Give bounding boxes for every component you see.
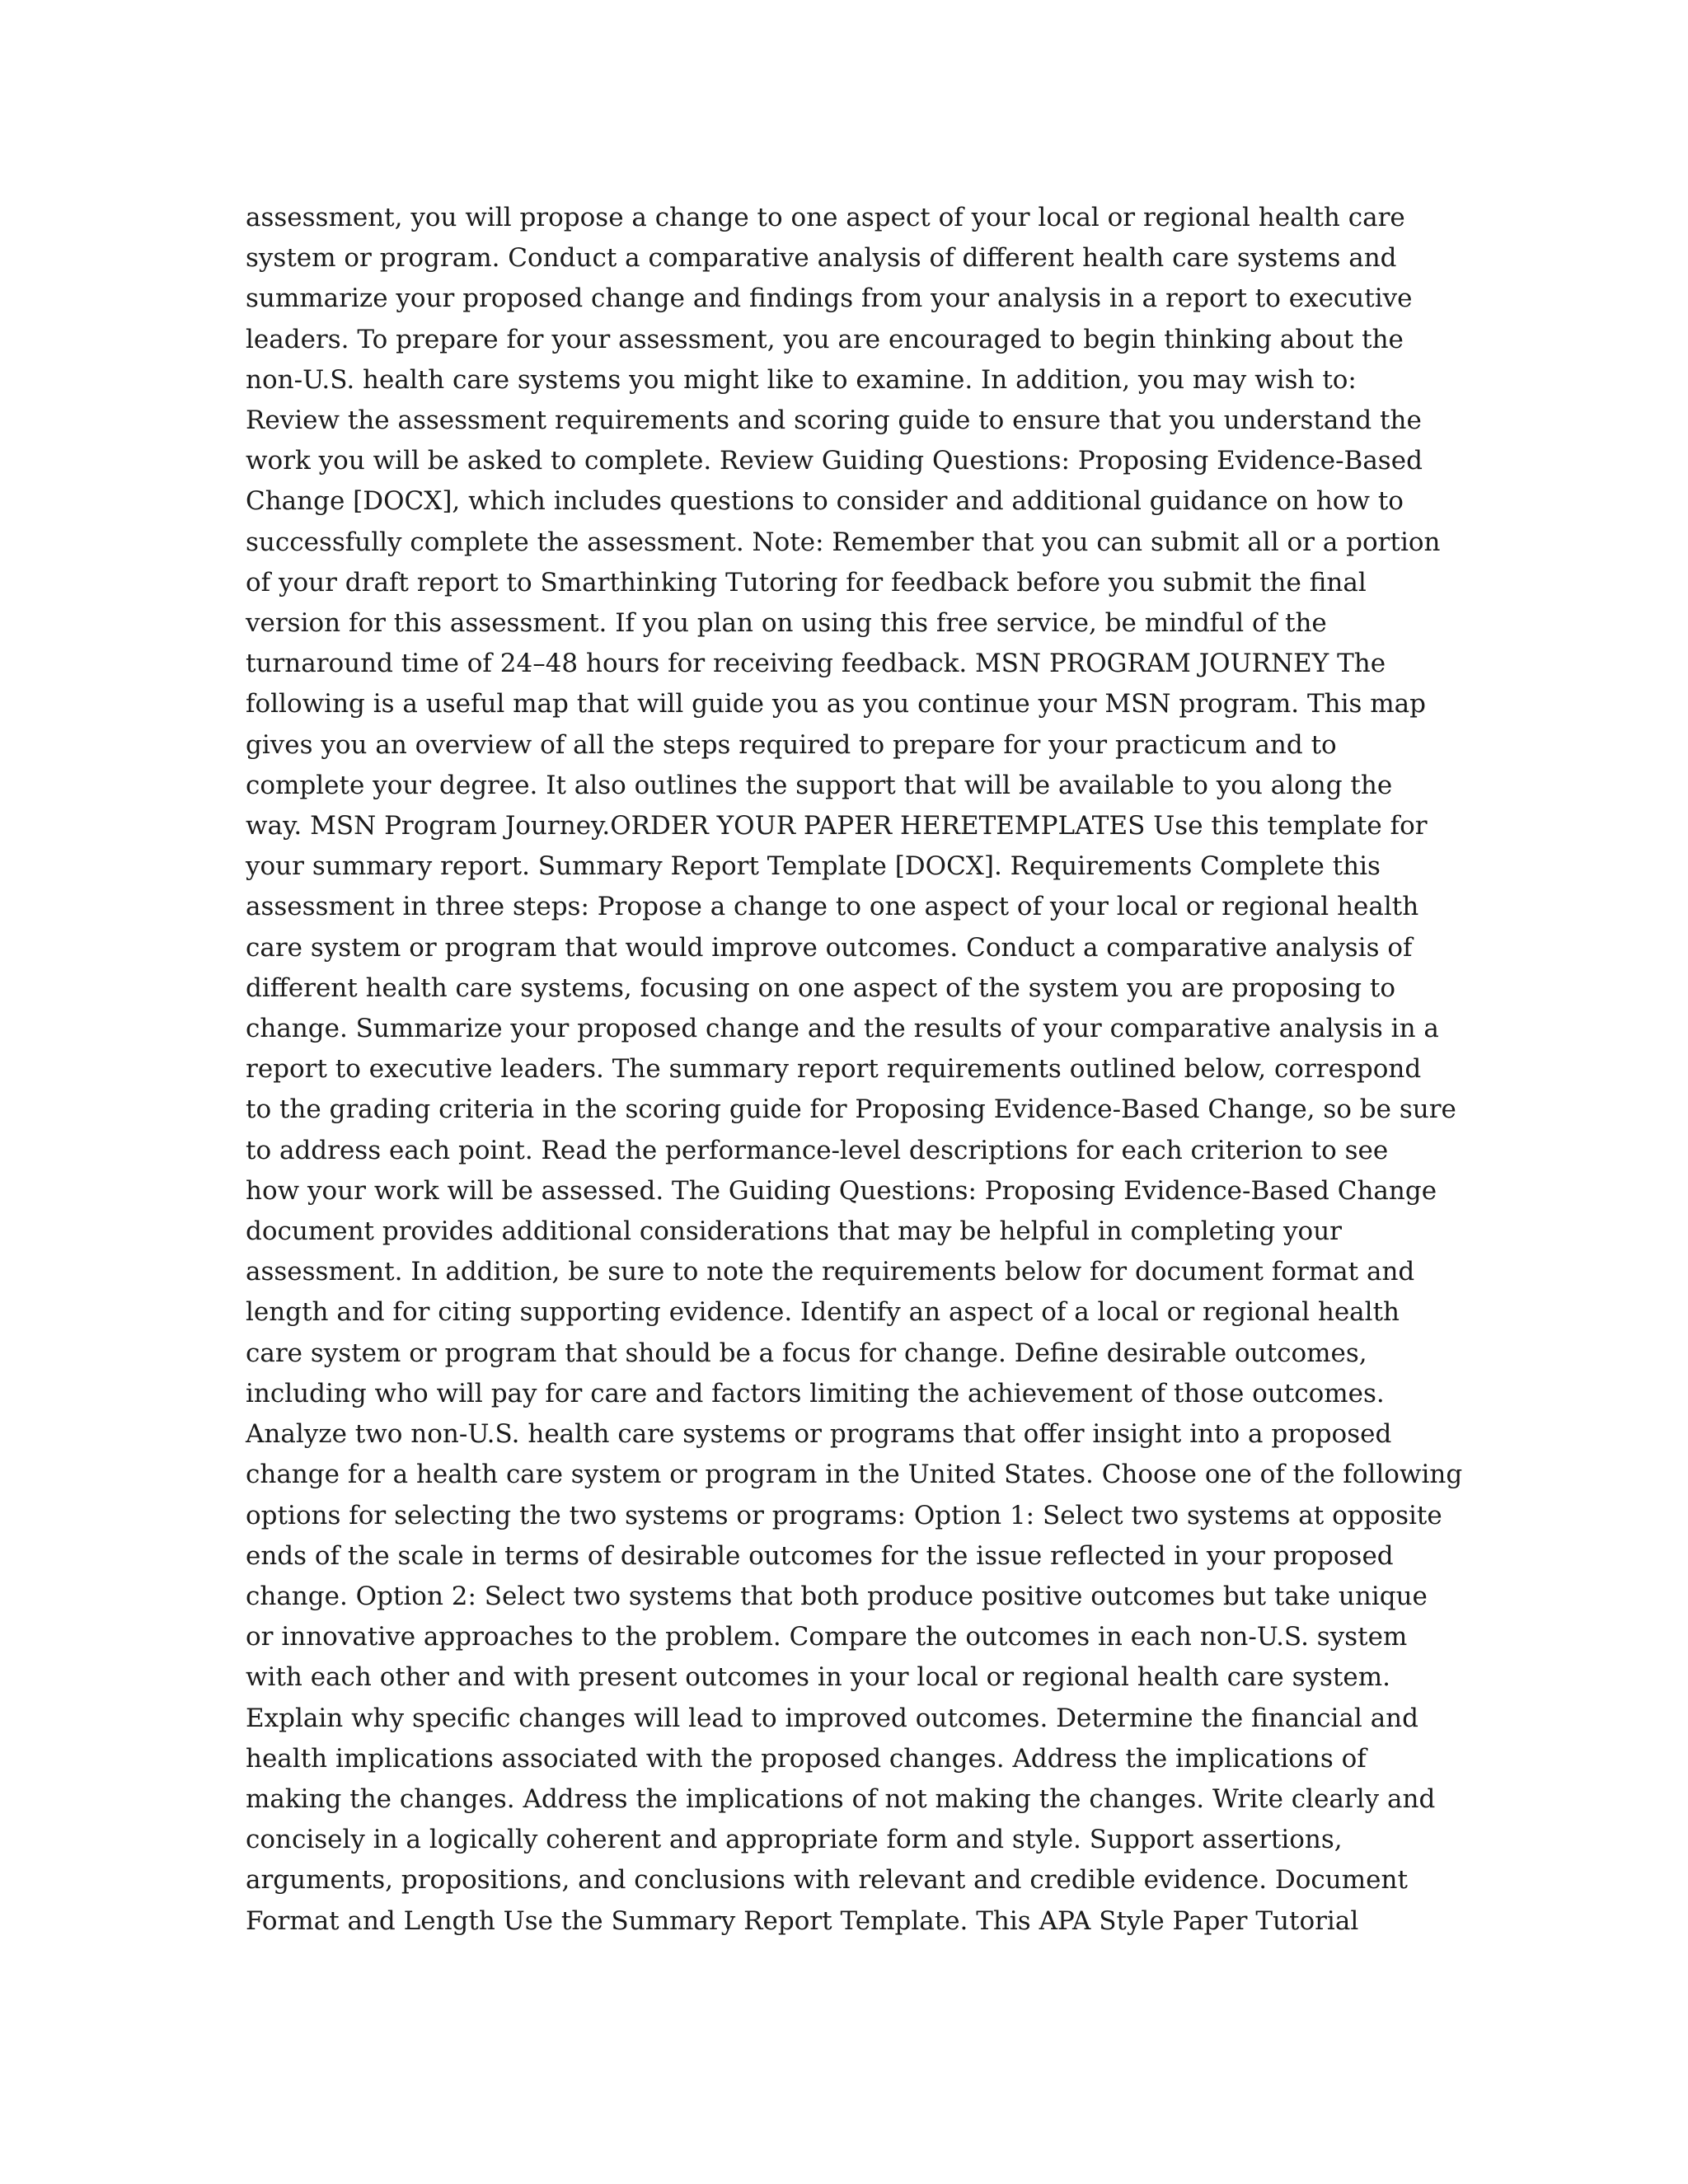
text-line: arguments, propositions, and conclusions with relevant and credible evidence. Document: [246, 1865, 1408, 1896]
text-line: assessment in three steps: Propose a change to one aspect of your local or regional health: [246, 892, 1419, 922]
text-line: care system or program that should be a focus for change. Define desirable outcomes,: [246, 1338, 1367, 1368]
text-line: care system or program that would improve outcomes. Conduct a comparative analysis of: [246, 932, 1413, 963]
text-line: ends of the scale in terms of desirable outcomes for the issue reflected in your proposed: [246, 1540, 1394, 1571]
text-line: your summary report. Summary Report Template [DOCX]. Requirements Complete this: [246, 851, 1381, 882]
text-line: length and for citing supporting evidence. Identify an aspect of a local or regional health: [246, 1297, 1400, 1328]
text-line: Format and Length Use the Summary Report Template. This APA Style Paper Tutorial: [246, 1905, 1359, 1936]
text-line: to address each point. Read the performance-level descriptions for each criterion to see: [246, 1135, 1389, 1165]
text-line: system or program. Conduct a comparative analysis of different health care systems and: [246, 243, 1397, 274]
text-line: health implications associated with the proposed changes. Address the implications of: [246, 1743, 1367, 1774]
body-text: [246, 198, 1465, 1942]
text-line: including who will pay for care and factors limiting the achievement of those outcomes.: [246, 1378, 1385, 1408]
text-line: way. MSN Program Journey.ORDER YOUR PAPER HERETEMPLATES Use this template for: [246, 811, 1428, 841]
text-line: Review the assessment requirements and scoring guide to ensure that you understand the: [246, 405, 1422, 436]
text-line: of your draft report to Smarthinking Tutoring for feedback before you submit the final: [246, 567, 1367, 598]
text-line: options for selecting the two systems or programs: Option 1: Select two systems at opposite: [246, 1500, 1442, 1530]
text-line: successfully complete the assessment. Note: Remember that you can submit all or a portion: [246, 527, 1441, 557]
text-line: change. Option 2: Select two systems that both produce positive outcomes but take unique: [246, 1581, 1428, 1611]
text-line: gives you an overview of all the steps required to prepare for your practicum and to: [246, 729, 1337, 760]
text-line: change for a health care system or program in the United States. Choose one of the following: [246, 1460, 1463, 1490]
text-line: Analyze two non-U.S. health care systems or programs that offer insight into a proposed: [246, 1419, 1392, 1450]
text-line: Explain why specific changes will lead to improved outcomes. Determine the financial and: [246, 1703, 1418, 1733]
text-line: how your work will be assessed. The Guiding Questions: Proposing Evidence-Based Change: [246, 1175, 1437, 1206]
text-line: assessment, you will propose a change to one aspect of your local or regional health care: [246, 203, 1405, 232]
text-line: or innovative approaches to the problem. Compare the outcomes in each non-U.S. system: [246, 1622, 1408, 1652]
text-line: document provides additional considerations that may be helpful in completing your: [246, 1216, 1343, 1247]
text-line: different health care systems, focusing on one aspect of the system you are proposing to: [246, 972, 1396, 1003]
text-line: assessment. In addition, be sure to note the requirements below for document format and: [246, 1257, 1415, 1287]
text-line: change. Summarize your proposed change and the results of your comparative analysis in a: [246, 1014, 1439, 1044]
text-line: version for this assessment. If you plan on using this free service, be mindful of the: [246, 608, 1327, 639]
text-line: leaders. To prepare for your assessment, you are encouraged to begin thinking about the: [246, 324, 1404, 354]
text-line: to the grading criteria in the scoring guide for Proposing Evidence-Based Change, so be sure: [246, 1094, 1456, 1125]
text-line: report to executive leaders. The summary report requirements outlined below, correspond: [246, 1054, 1422, 1085]
text-line: making the changes. Address the implications of not making the changes. Write clearly and: [246, 1783, 1436, 1814]
text-line: summarize your proposed change and findings from your analysis in a report to executive: [246, 284, 1413, 314]
text-line: Change [DOCX], which includes questions to consider and additional guidance on how to: [246, 486, 1404, 517]
text-line: turnaround time of 24–48 hours for receiving feedback. MSN PROGRAM JOURNEY The: [246, 649, 1386, 679]
text-line: following is a useful map that will guide you as you continue your MSN program. This map: [246, 689, 1426, 719]
text-line: work you will be asked to complete. Review Guiding Questions: Proposing Evidence-Based: [246, 446, 1423, 476]
text-line: complete your degree. It also outlines the support that will be available to you along the: [246, 770, 1393, 800]
text-line: concisely in a logically coherent and appropriate form and style. Support assertions,: [246, 1825, 1343, 1855]
text-line: non-U.S. health care systems you might like to examine. In addition, you may wish to:: [246, 364, 1357, 395]
text-line: with each other and with present outcomes in your local or regional health care system.: [246, 1662, 1390, 1693]
